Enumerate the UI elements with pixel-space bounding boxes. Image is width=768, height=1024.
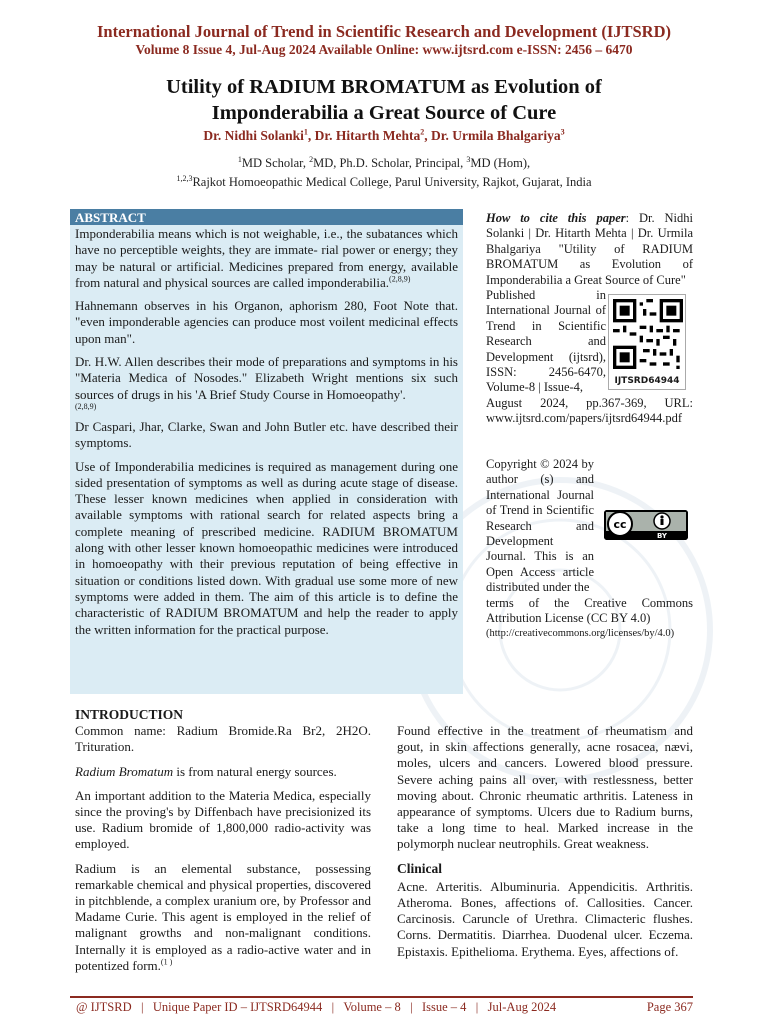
article-title-line-1: Utility of RADIUM BROMATUM as Evolution of	[166, 76, 602, 98]
journal-info: Volume 8 Issue 4, Jul-Aug 2024 Available Online: www.ijtsrd.com e-ISSN: 2456 – 6470	[135, 42, 633, 57]
body-text: is from natural energy sources.	[173, 763, 337, 779]
affil-text: MD, Ph.D. Scholar, Principal,	[313, 156, 467, 170]
section-heading-clinical: Clinical	[397, 860, 443, 876]
author-affil-sup: 3	[560, 127, 565, 137]
author-name: Dr. Urmila Bhalgariya	[430, 128, 561, 143]
citation-ref: (2,8,9)	[389, 274, 411, 284]
affil-sup: 3	[466, 154, 471, 164]
license-terms: terms of the Creative Commons Attribution License (CC BY 4.0)	[486, 595, 693, 626]
abstract-paragraph: Dr Caspari, Jhar, Clarke, Swan and John Butler etc. have described their symptoms.	[75, 418, 458, 451]
affil-sup: 1	[237, 154, 242, 164]
body-text: Radium is an elemental substance, possessing remarkable chemical and physical properties, discovered in pitchblende, a complex uranium ore, by Professor and Madame Curie. This agent is employed in the relief of malignant growths and non-malignant conditions. Internally it is employed as a radio-active water and in potentized form.	[75, 860, 371, 973]
affil-text: Rajkot Homoeopathic Medical College, Parul University, Rajkot, Gujarat, India	[192, 175, 592, 189]
affiliation-roles	[0, 156, 768, 171]
page-number: Page 367	[646, 1000, 693, 1014]
article-title	[0, 74, 768, 126]
drug-name: Radium Bromatum	[75, 763, 174, 779]
author-list: Dr. Nidhi Solanki$^1$, Dr. Hitarth Mehta$^2$, Dr. Urmila Bhalgariya$^3$	[203, 127, 565, 143]
abstract-text: Imponderabilia means which is not weighable, i.e., the subatances which have no perceptible weights, they are immate- rial power or energy; they may be natural or artificial. Medicines prepared from energy, available from natural and physical sources are called imponderabilia.	[75, 226, 458, 290]
author-name: Dr. Hitarth Mehta	[314, 128, 421, 143]
body-paragraph: Common name: Radium Bromide.Ra Br2, 2H2O. Trituration.	[75, 723, 371, 755]
body-right-column	[397, 723, 693, 968]
affil-sup: 2	[309, 154, 314, 164]
author-affil-sup: 2	[420, 127, 425, 137]
license-text: Copyright © 2024 by author (s) and International Journal of Trend in Scientific Research and Development Journal. This is an Open Access article distributed under the	[486, 457, 594, 595]
affil-text: MD Scholar,	[241, 156, 310, 170]
affil-text: MD (Hom),	[470, 156, 531, 170]
body-paragraph	[75, 861, 371, 974]
abstract-body	[70, 225, 463, 638]
abstract-paragraph	[75, 354, 458, 412]
cite-text: : Dr. Nidhi Solanki | Dr. Hitarth Mehta | Dr. Urmila Bhalgariya "Utility of RADIUM BROMATUM as Evolution of Imponderabilia a Great Source of Cure"	[486, 211, 694, 287]
license-block	[486, 457, 693, 642]
affiliation-institution	[0, 175, 768, 190]
cite-intro	[486, 211, 693, 288]
cc-by-badge	[604, 510, 688, 540]
citation-ref: (1 )	[160, 957, 173, 967]
cite-published: Published in International Journal of Trend in Scientific Research and Development (ijtsrd), ISSN: 2456-6470, Volume-8 | Issue-4,	[486, 288, 606, 395]
cc-by-label: BY	[656, 532, 668, 540]
author-affil-sup: 1	[303, 127, 308, 137]
qr-code	[608, 294, 686, 390]
abstract-text: Dr. H.W. Allen describes their mode of preparations and symptoms in his "Materia Medica of Nosodes." Elizabeth Wright mentions six such sources of drugs in his 'A Brief Study Course in Homoeopathy'.	[75, 354, 458, 402]
svg-text:cc: cc	[613, 518, 627, 531]
abstract-paragraph: Use of Imponderabilia medicines is required as management during one sided presentation of symptoms as well as during acute stage of disease. These lesser known medicines when applied in consideration with available symptoms with rational search for related aspects bring a complete meaning of prescribed medicine. RADIUM BROMATUM along with other lesser known homoeopathic medicines were introduced in homoeopathy with their previous reputation of being effective in situation or conditions listed down. With gradual use some more of new symptoms were added in them. The aim of this article is to define the characteristic of RADIUM BROMATUM and help the reader to apply the written information for the practical purpose.	[75, 458, 458, 637]
paper-id-label: IJTSRD64944	[614, 376, 680, 386]
body-paragraph: An important addition to the Materia Medica, especially since the proving's by Diffenbach have precisionized its use. Radium bromide of 1,800,000 radio-activity was employed.	[75, 787, 371, 852]
abstract-paragraph	[75, 226, 458, 291]
author-name: Dr. Nidhi Solanki	[203, 128, 304, 143]
affil-sup: 1,2,3	[176, 173, 193, 183]
journal-title: International Journal of Trend in Scientific Research and Development (IJTSRD)	[97, 22, 671, 41]
qr-code-icon	[613, 299, 683, 369]
abstract-panel	[70, 209, 463, 694]
body-paragraph	[75, 764, 371, 780]
body-paragraph: Acne. Arteritis. Albuminuria. Appendicitis. Arthritis. Atheroma. Bones, affections of. Callosities. Cancer. Carcinosis. Caruncle of Urethra. Climacteric flushes. Corns. Dermatitis. Diarrhea. Duodenal ulcer. Eczema. Epistaxis. Epithelioma. Erythema. Eyes, affections of.	[397, 878, 693, 959]
license-copyright	[486, 457, 594, 596]
body-left-column	[75, 707, 371, 982]
how-to-cite-label: How to cite this paper	[486, 211, 626, 225]
section-heading-introduction: INTRODUCTION	[75, 707, 184, 722]
body-paragraph: Found effective in the treatment of rheumatism and gout, in skin affections generally, acne rosacea, nævi, moles, ulcers and cancers. Lowered blood pressure. Severe aching pains all over, with restlessness, better moving about. Chronic rheumatic arthritis. Lateness in appearance of symptoms. Ulcers due to Radium burns, take a long time to heal. Marked increase in the polymorph nuclear neutrophils. Great weakness.	[397, 723, 693, 852]
creative-commons-icon	[604, 510, 688, 540]
license-url: (http://creativecommons.org/licenses/by/4.0)	[486, 628, 675, 640]
abstract-paragraph: Hahnemann observes in his Organon, aphorism 280, Foot Note that. "even imponderable agencies can produce most voilent medicinal effects upon man".	[75, 298, 458, 346]
footer-info: @ IJTSRD | Unique Paper ID – IJTSRD64944 | Volume – 8 | Issue – 4 | Jul-Aug 2024	[76, 1000, 557, 1014]
cite-url: August 2024, pp.367-369, URL: www.ijtsrd.com/papers/ijtsrd64944.pdf	[486, 395, 693, 426]
abstract-heading: ABSTRACT	[70, 209, 463, 225]
article-title-line-2: Imponderabilia a Great Source of Cure	[211, 102, 557, 124]
footer-rule	[70, 996, 693, 998]
citation-ref: (2,8,9)	[75, 401, 97, 411]
